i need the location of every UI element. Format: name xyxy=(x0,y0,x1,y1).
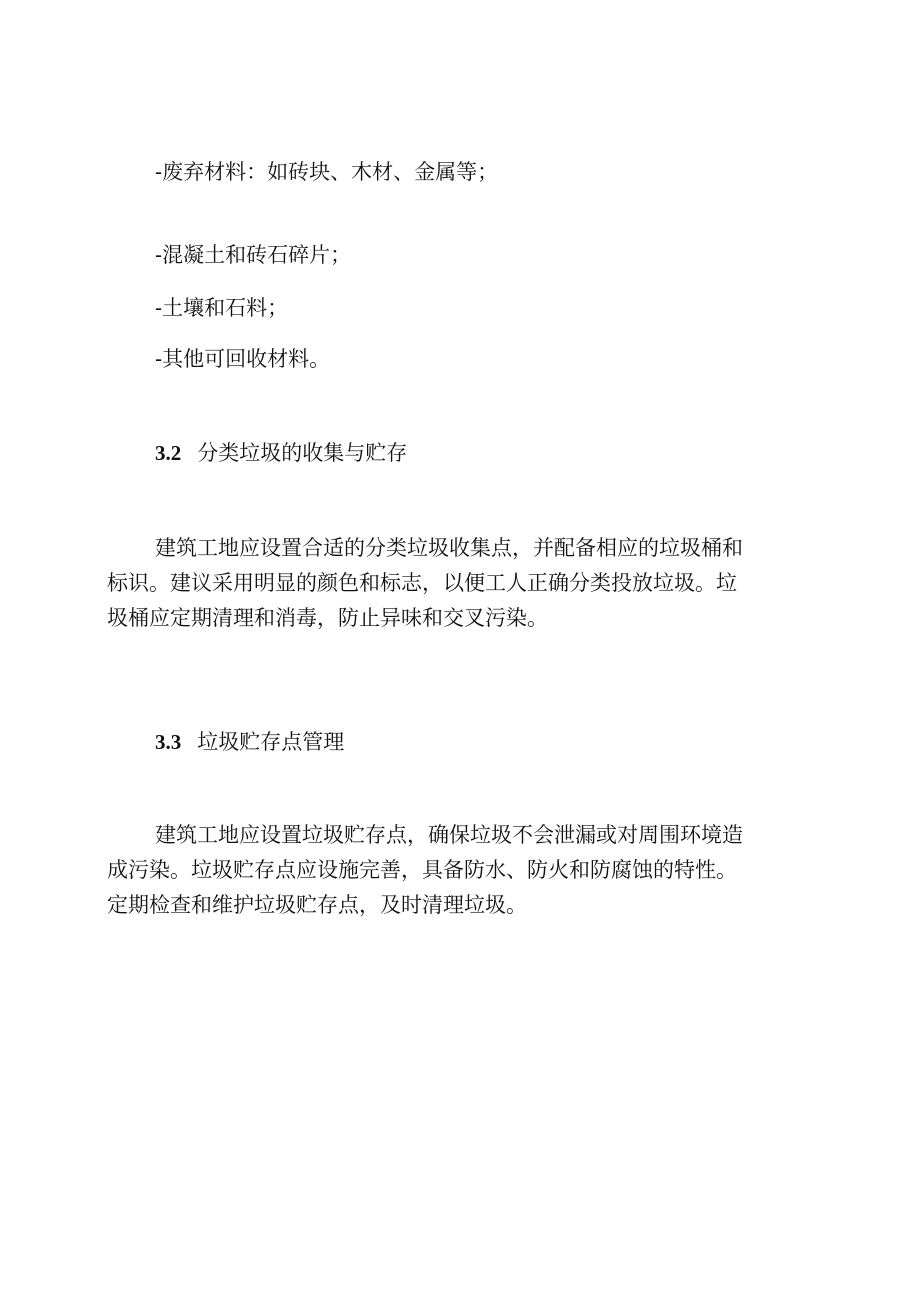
paragraph-line: 圾桶应定期清理和消毒，防止异味和交叉污染。 xyxy=(107,606,548,630)
paragraph-line: 定期检查和维护垃圾贮存点，及时清理垃圾。 xyxy=(107,893,527,917)
bullet-item-concrete-debris: -混凝土和砖石碎片； xyxy=(155,243,352,267)
paragraph-3-2 xyxy=(107,531,807,636)
section-title: 分类垃圾的收集与贮存 xyxy=(197,441,408,465)
section-number: 3.2 xyxy=(155,441,182,465)
paragraph-line: 标识。建议采用明显的颜色和标志，以便工人正确分类投放垃圾。垃 xyxy=(107,571,737,595)
bullet-item-waste-materials: -废弃材料：如砖块、木材、金属等； xyxy=(155,160,499,184)
bullet-item-soil-stone: -土壤和石料； xyxy=(155,296,289,320)
section-title: 垃圾贮存点管理 xyxy=(197,730,345,754)
paragraph-line: 建筑工地应设置合适的分类垃圾收集点，并配备相应的垃圾桶和 xyxy=(155,536,743,560)
bullet-item-recyclables: -其他可回收材料。 xyxy=(155,347,331,371)
section-number: 3.3 xyxy=(155,730,182,754)
section-heading-3-3 xyxy=(155,727,344,757)
section-heading-3-2 xyxy=(155,438,407,468)
paragraph-line: 建筑工地应设置垃圾贮存点，确保垃圾不会泄漏或对周围环境造 xyxy=(155,823,743,847)
paragraph-3-3 xyxy=(107,818,807,923)
paragraph-line: 成污染。垃圾贮存点应设施完善，具备防水、防火和防腐蚀的特性。 xyxy=(107,858,737,882)
